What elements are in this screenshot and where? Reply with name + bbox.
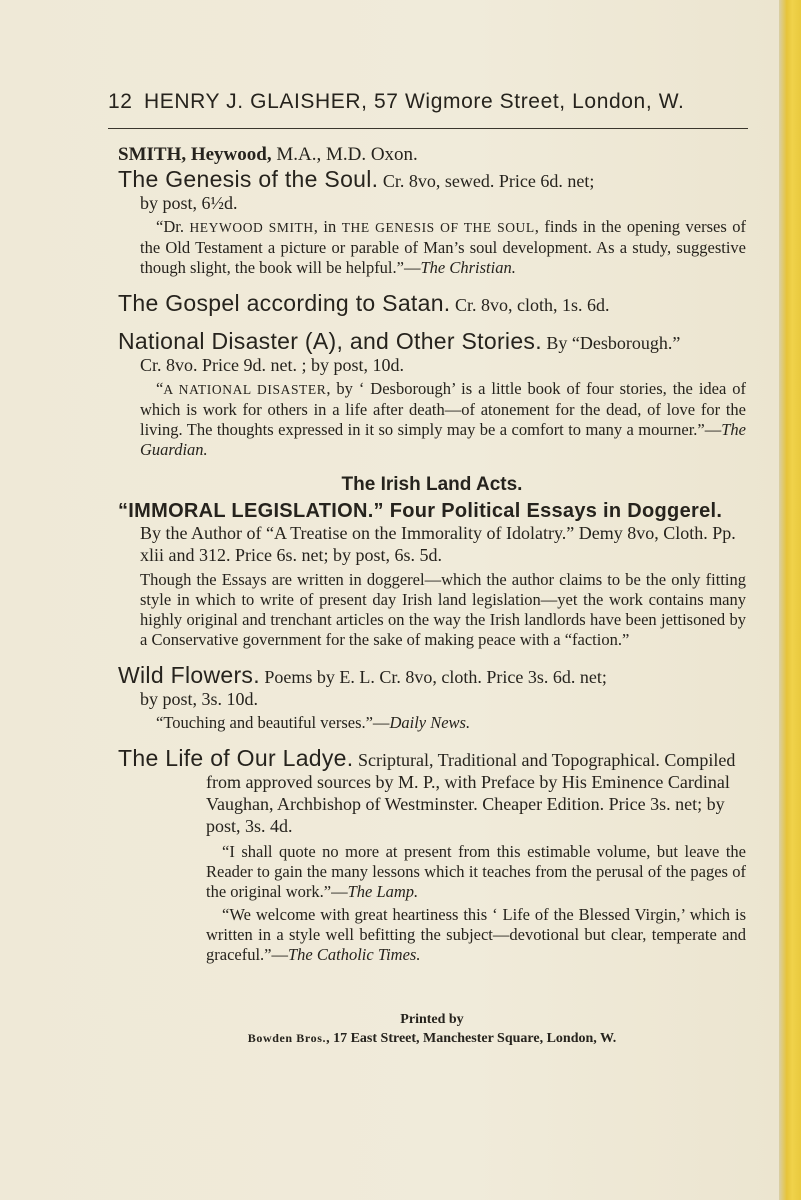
review-wild-flowers [140,713,746,733]
entry-title: Wild Flowers. [118,662,260,688]
review-smallcaps: A NATIONAL DISASTER [163,382,327,397]
entry-title: The Life of Our Ladye. [118,745,354,771]
entry-genesis [118,168,746,214]
review-source: The Lamp. [347,882,419,901]
entry-details: Cr. 8vo, sewed. Price 6d. net; [378,171,595,191]
entry-title: The Gospel according to Satan. [118,290,451,316]
entry-wild-flowers [118,664,746,710]
publisher-line: HENRY J. GLAISHER, 57 Wigmore Street, London, W. [144,90,685,113]
entry-title: “IMMORAL LEGISLATION.” Four Political Essays in Doggerel. [118,500,723,522]
review-catholic-times [206,905,746,965]
imprint-printer: Bowden Bros. [247,1031,327,1045]
review-immoral-legislation: Though the Essays are written in doggerel—which the author claims to be the only fitting style in which to write of present day Irish land legislation—yet the work contains many highly original and trenchant articles on the way the Irish landlords have been jettisoned by a Conservative government for the sake of making peace with a “faction.” [140,570,746,649]
review-text: “ [156,379,164,398]
review-national [140,379,746,460]
entry-title: The Genesis of the Soul. [118,166,379,192]
author-heading [118,144,746,166]
entry-details: Cr. 8vo, cloth, 1s. 6d. [450,295,610,315]
author-degrees: M.A., M.D. Oxon. [271,144,418,165]
author-name: SMITH, Heywood, [118,144,272,165]
entry-details: Poems by E. L. Cr. 8vo, cloth. Price 3s. 6d. net; [259,667,607,687]
header-rule [108,128,748,129]
entry-details: by post, 6½d. [140,193,238,213]
entry-title: National Disaster (A), and Other Stories. [118,328,542,354]
imprint-label: Printed by [400,1012,464,1027]
review-source: The Catholic Times. [288,945,421,964]
catalogue-body [118,144,746,1048]
review-text: “We welcome with great heartiness this ‘ Life of the Blessed Virgin,’ which is written in a style well befitting the subject—devotional but clear, temperate and graceful.”— [206,905,746,964]
entry-details: by post, 3s. 10d. [140,689,259,709]
review-lamp [206,842,746,902]
entry-details: Cr. 8vo. Price 9d. net. ; by post, 10d. [140,355,404,375]
review-text: , in [313,217,342,236]
review-source: Daily News. [389,713,471,732]
page-edge [779,0,801,1200]
entry-details: By “Desborough.” [541,333,681,353]
section-heading: The Irish Land Acts. [341,474,523,495]
review-text: , finds in the opening verses of the Old Testament a picture or parable of Man’s soul development. As a study, suggestive though slight, the book will be helpful.”— [140,217,746,277]
review-genesis [140,217,746,278]
running-head [108,90,748,114]
entry-national [118,330,746,376]
page-number: 12 [108,90,133,113]
review-text: “Dr. [156,217,190,236]
review-smallcaps: THE GENESIS OF THE SOUL [341,220,535,235]
review-source: The Christian. [420,258,516,277]
printer-imprint [118,1011,746,1048]
review-text: “I shall quote no more at present from this estimable volume, but leave the Reader to gain the many lessons which it teaches from the perusal of the pages of the original work.”— [206,842,746,901]
review-text: , by ‘ Desborough’ is a little book of four stories, the idea of which is work for others in a life after death—of atonement for the dead, of love for the living. The thoughts expressed in it so simply may be a comfort to many a mourner.”— [140,379,746,439]
entry-life-of-our-ladye [118,747,746,837]
review-smallcaps: HEYWOOD SMITH [189,220,314,235]
entry-details: By the Author of “A Treatise on the Immorality of Idolatry.” Demy 8vo, Cloth. Pp. xlii and 312. Price 6s. net; by post, 6s. 5d. [140,523,736,565]
review-text: “Touching and beautiful verses.”— [156,713,390,732]
entry-immoral-legislation [118,500,746,566]
review-source: The Guardian. [140,420,746,459]
entry-details: Scriptural, Traditional and Topographical. Compiled from approved sources by M. P., with Preface by His Eminence Cardinal Vaughan, Archbishop of Westminster. Cheaper Edition. Price 3s. net; by post, 3s. 4d. [206,750,736,836]
imprint-address: , 17 East Street, Manchester Square, London, W. [326,1031,617,1046]
entry-gospel [118,292,746,316]
